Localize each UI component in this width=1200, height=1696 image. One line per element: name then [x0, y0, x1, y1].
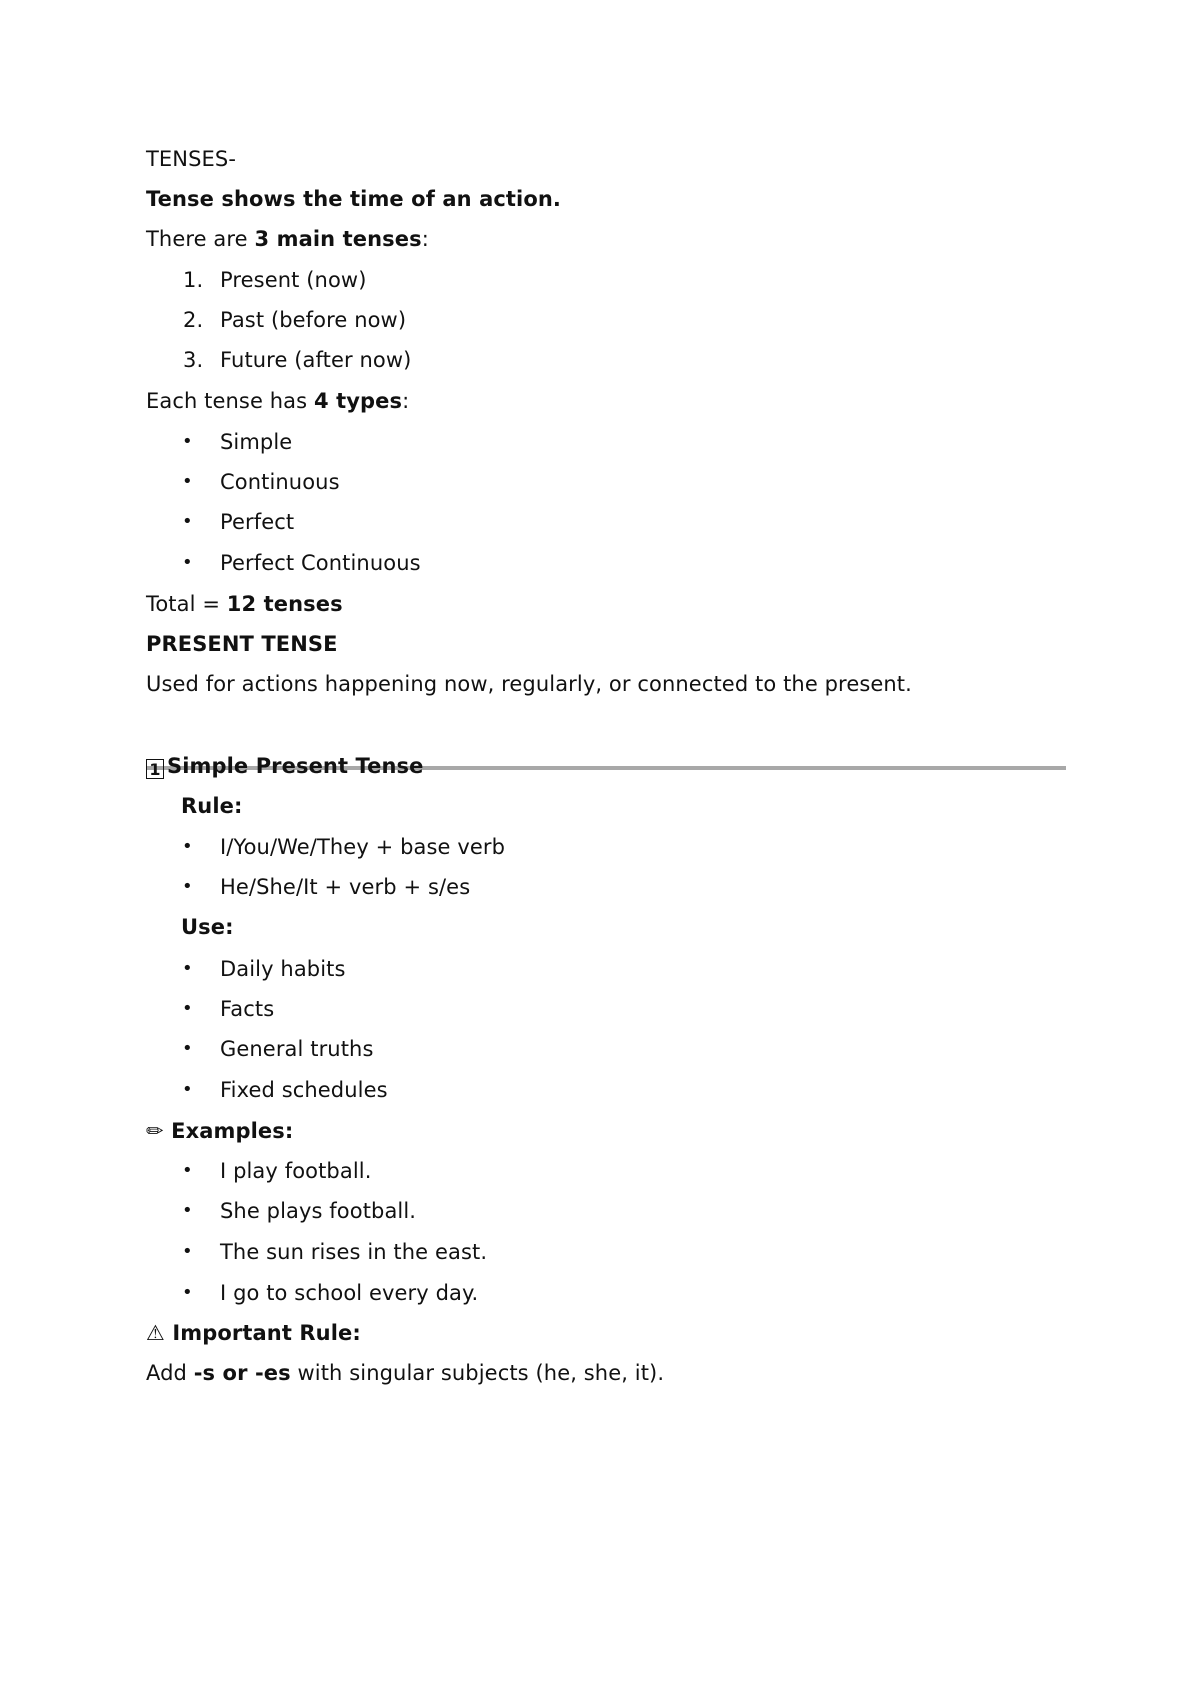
list-item-text: She plays football.	[220, 1199, 417, 1223]
list-item-text: Daily habits	[220, 957, 346, 981]
total-prefix: Total =	[146, 592, 227, 616]
main-tenses-prefix: There are	[146, 227, 255, 251]
bullet-icon: •	[182, 836, 193, 857]
types-suffix: :	[402, 389, 410, 413]
total-line	[146, 591, 343, 617]
bullet-icon: •	[182, 1079, 193, 1100]
examples-label: Examples:	[171, 1119, 294, 1143]
rule-label: Rule:	[181, 794, 243, 818]
present-description: Used for actions happening now, regularly, or connected to the present.	[146, 672, 912, 696]
important-prefix: Add	[146, 1361, 194, 1385]
list-item-text: He/She/It + verb + s/es	[220, 875, 471, 899]
list-number: 3.	[183, 348, 204, 372]
important-suffix: with singular subjects (he, she, it).	[290, 1361, 665, 1385]
simple-present-heading	[146, 753, 424, 779]
total-bold: 12 tenses	[226, 592, 343, 616]
important-rule-text	[146, 1360, 664, 1386]
types-bold: 4 types	[313, 389, 403, 413]
main-tenses-suffix: :	[421, 227, 429, 251]
bullet-icon: •	[182, 998, 193, 1019]
list-item-text: Present (now)	[220, 268, 367, 292]
bullet-icon: •	[182, 1282, 193, 1303]
present-heading: PRESENT TENSE	[146, 632, 338, 656]
list-item-text: I/You/We/They + base verb	[220, 835, 506, 859]
main-tenses-bold: 3 main tenses	[254, 227, 422, 251]
list-item-text: I play football.	[220, 1159, 372, 1183]
list-item-text: Simple	[220, 430, 293, 454]
list-item-text: Fixed schedules	[220, 1078, 388, 1102]
warning-icon: ⚠	[146, 1321, 165, 1345]
pencil-icon: ✏	[146, 1119, 164, 1143]
use-label: Use:	[181, 915, 234, 939]
bullet-icon: •	[182, 1038, 193, 1059]
types-prefix: Each tense has	[146, 389, 314, 413]
simple-present-heading-text: Simple Present Tense	[167, 754, 424, 778]
examples-heading	[146, 1118, 293, 1144]
important-bold: -s or -es	[193, 1361, 291, 1385]
bullet-icon: •	[182, 1200, 193, 1221]
bullet-icon: •	[182, 471, 193, 492]
list-item-text: I go to school every day.	[220, 1281, 479, 1305]
types-line	[146, 388, 409, 414]
bullet-icon: •	[182, 431, 193, 452]
list-item-text: Facts	[220, 997, 275, 1021]
list-item-text: General truths	[220, 1037, 374, 1061]
main-tenses-line	[146, 226, 429, 252]
list-item-text: Perfect	[220, 510, 295, 534]
bullet-icon: •	[182, 1160, 193, 1181]
number-one-badge-icon: 1	[146, 759, 164, 779]
list-item-text: Past (before now)	[220, 308, 407, 332]
list-item-text: Perfect Continuous	[220, 551, 421, 575]
list-item-text: The sun rises in the east.	[220, 1240, 488, 1264]
bullet-icon: •	[182, 1241, 193, 1262]
bullet-icon: •	[182, 552, 193, 573]
list-number: 2.	[183, 308, 204, 332]
bullet-icon: •	[182, 876, 193, 897]
document-title: TENSES-	[146, 147, 237, 171]
important-label: Important Rule:	[172, 1321, 361, 1345]
list-item-text: Continuous	[220, 470, 340, 494]
list-number: 1.	[183, 268, 204, 292]
bullet-icon: •	[182, 511, 193, 532]
important-heading	[146, 1320, 361, 1346]
bullet-icon: •	[182, 958, 193, 979]
list-item-text: Future (after now)	[220, 348, 412, 372]
definition-text: Tense shows the time of an action.	[146, 187, 562, 211]
